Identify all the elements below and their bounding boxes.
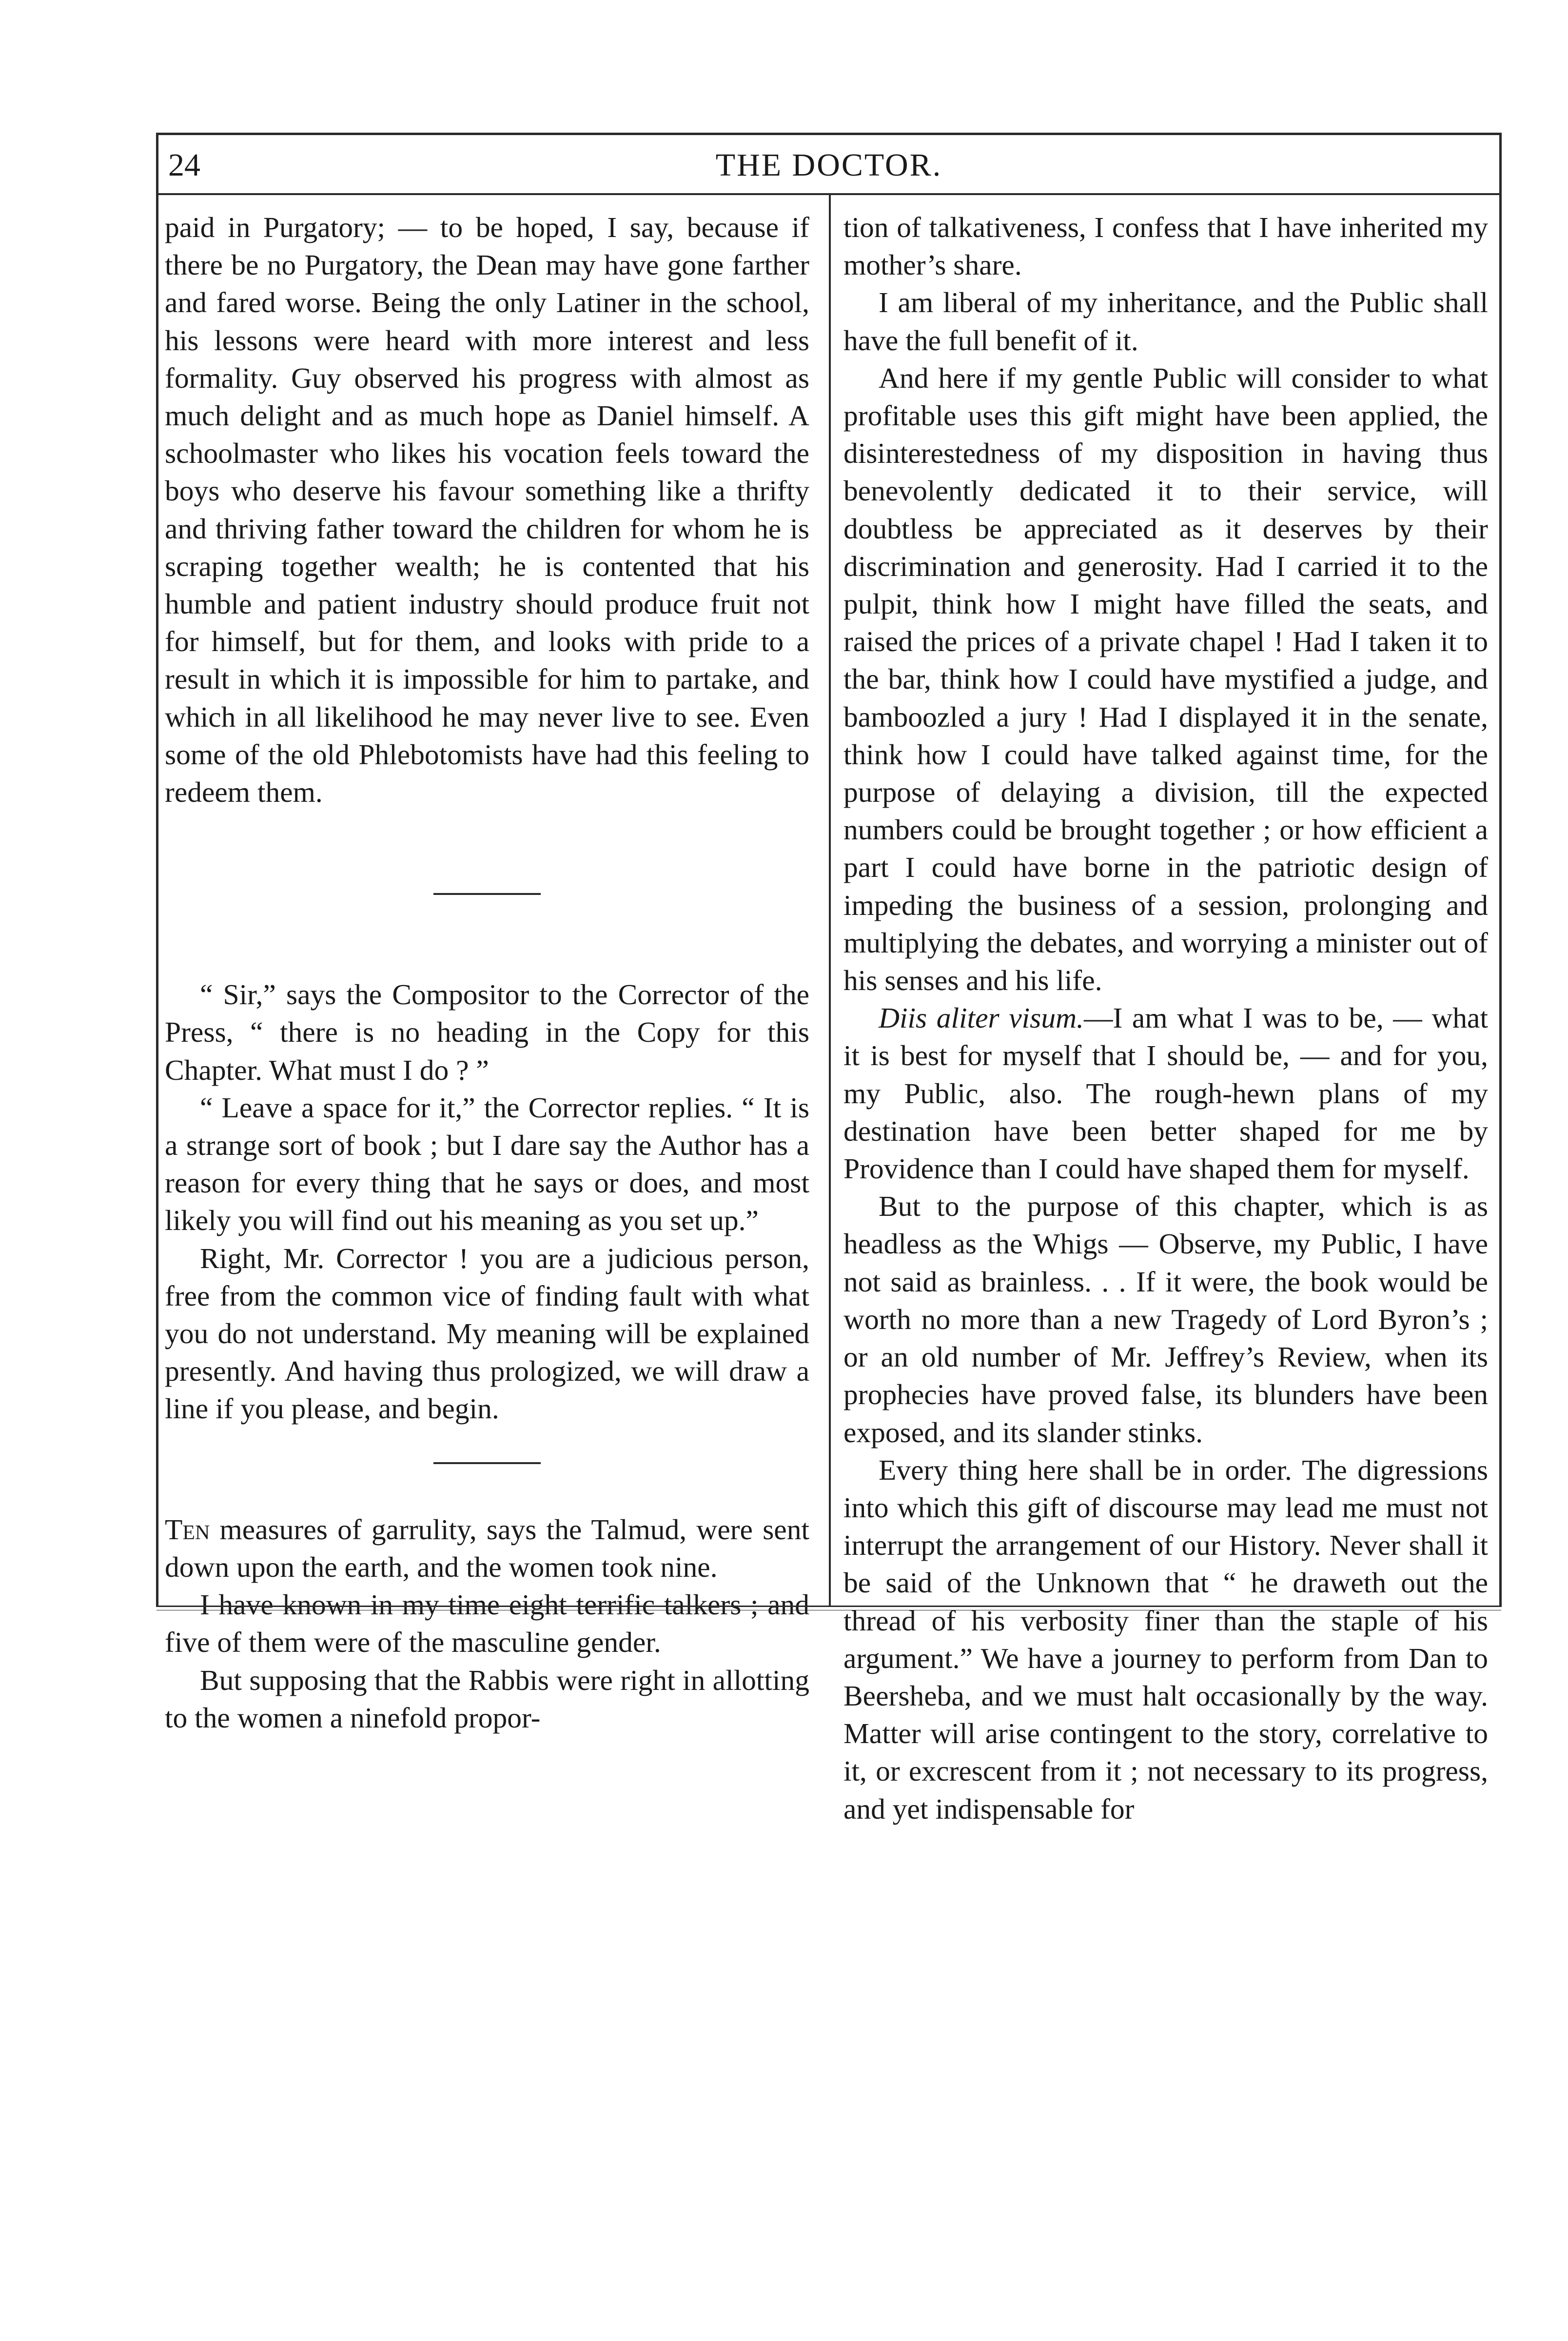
page-number: 24 <box>168 147 200 183</box>
bottom-rule <box>156 1606 1502 1607</box>
chapter-lead-word: Ten <box>165 1513 210 1546</box>
left-column <box>165 209 809 1737</box>
paragraph: “ Leave a space for it,” the Corrector replies. “ It is a strange sort of book ; but I dare say the Author has a reason for every thing that he says or does, and most likely you will find out his meaning as you set up.” <box>165 1091 809 1237</box>
paragraph: But supposing that the Rabbis were right in allotting to the women a ninefold propor- <box>165 1664 809 1734</box>
running-head: THE DOCTOR. <box>715 147 942 183</box>
paragraph: But to the purpose of this chapter, which is as headless as the Whigs — Observe, my Public, I have not said as brainless. . . If it were, the book would be worth no more than a new Tragedy of Lord Byron’s ; or an old number of Mr. Jeffrey’s Review, when its prophecies have proved false, its blunders have been exposed, and its slander stinks. <box>843 1190 1488 1448</box>
paragraph: “ Sir,” says the Compositor to the Corrector of the Press, “ there is no heading in the Copy for this Chapter. What must I do ? ” <box>165 978 809 1086</box>
paragraph: I am liberal of my inheritance, and the Public shall have the full benefit of it. <box>843 286 1488 357</box>
right-column <box>843 209 1488 1828</box>
paragraph: I have known in my time eight terrific talkers ; and five of them were of the masculine gender. <box>165 1588 809 1659</box>
paragraph: Every thing here shall be in order. The digressions into which this gift of discourse may lead me must not interrupt the arrangement of our History. Never shall it be said of the Unknown that “ he draweth out the thread of his verbosity finer than the staple of his argument.” We have a journey to perform from Dan to Beersheba, and we must halt occasionally by the way. Matter will arise contingent to the story, correlative to it, or excrescent from it ; not necessary to its progress, and yet indispensable for <box>843 1453 1488 1825</box>
page-header <box>158 135 1499 195</box>
paragraph: Right, Mr. Corrector ! you are a judicious person, free from the common vice of finding fault with what you do not understand. My meaning will be explained presently. And having thus prologized, we will draw a line if you please, and begin. <box>165 1242 809 1425</box>
paragraph: Ten measures of garrulity, says the Talmud, were sent down upon the earth, and the women took nine. <box>165 1513 809 1583</box>
paragraph: Diis aliter visum.—I am what I was to be, — what it is best for myself that I should be, — and for you, my Public, also. The rough-hewn plans of my destination have been better shaped for me by Providence than I could have shaped them for myself. <box>843 1002 1488 1185</box>
paragraph: tion of talkativeness, I confess that I have inherited my mother’s share. <box>843 211 1488 281</box>
paragraph: paid in Purgatory; — to be hoped, I say, because if there be no Purgatory, the Dean may have gone farther and fared worse. Being the only Latiner in the school, his lessons were heard with more interest and less formality. Guy observed his progress with almost as much delight and as much hope as Daniel himself. A schoolmaster who likes his vocation feels toward the boys who deserve his favour something like a thrifty and thriving father toward the children for whom he is scraping together wealth; he is contented that his humble and patient industry should produce fruit not for himself, but for them, and looks with pride to a result in which it is impossible for him to partake, and which in all likelihood he may never live to see. Even some of the old Phlebotomists have had this feeling to redeem them. <box>165 211 809 809</box>
paragraph: And here if my gentle Public will consider to what profitable uses this gift might have been applied, the disinterestedness of my disposition in having thus benevolently dedicated it to their service, will doubtless be appreciated as it deserves by their discrimination and generosity. Had I carried it to the pulpit, think how I might have filled the seats, and raised the prices of a private chapel ! Had I taken it to the bar, think how I could have mystified a judge, and bamboozled a jury ! Had I displayed it in the senate, think how I could have talked against time, for the purpose of delaying a division, till the expected numbers could be brought together ; or how efficient a part I could have borne in the patriotic design of impeding the business of a session, prolonging and multiplying the debates, and worrying a minister out of his senses and his life. <box>843 361 1488 997</box>
latin-phrase: Diis aliter visum. <box>879 1002 1084 1034</box>
column-divider <box>829 195 831 1606</box>
